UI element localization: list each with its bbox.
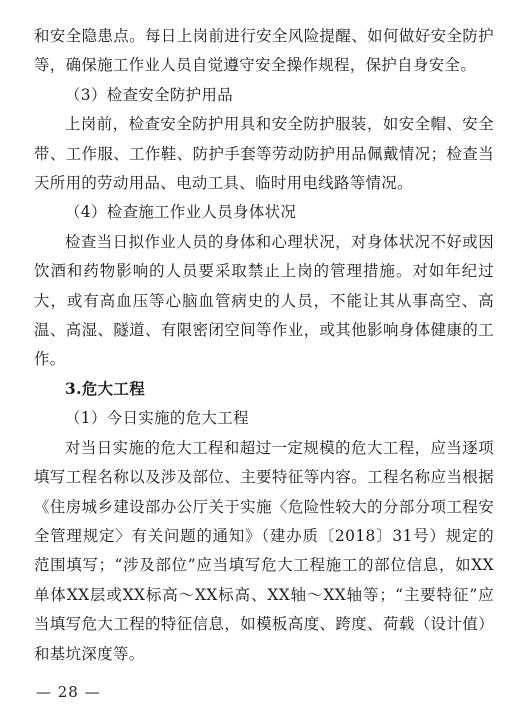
paragraph-hazard-projects: 对当日实施的危大工程和超过一定规模的危大工程，应当逐项填写工程名称以及涉及部位、主要特征等内容。工程名称应当根据《住房城乡建设部办公厅关于实施〈危险性较大的分部分项工程安全管理规定〉有关问题的通知》（建办质〔2018〕31号）规定的范围填写；“涉及部位”应当填写危大工程施工的部位信息，如XX单体XX层或XX标高～XX标高、XX轴～XX轴等；“主要特征”应当填写危大工程的特征信息，如模板高度、跨度、荷载（设计值）和基坑深度等。 — [34, 438, 494, 663]
paragraph-continuation: 和安全隐患点。每日上岗前进行安全风险提醒、如何做好安全防护等，确保施工作业人员自觉遵守安全操作规程，保护自身安全。 — [34, 27, 494, 75]
subheading-check-protective-equipment: （3）检查安全防护用品 — [65, 85, 234, 104]
paragraph-worker-health: 检查当日拟作业人员的身体和心理状况，对身体状况不好或因饮酒和药物影响的人员要采取禁止上岗的管理措施。对如年纪过大，或有高血压等心脑血管病史的人员，不能让其从事高空、高温、高湿、隧道、有限密闭空间等作业，或其他影响身体健康的工作。 — [34, 232, 494, 369]
heading-major-hazard-projects: 3.危大工程 — [65, 379, 146, 398]
page-number: — 28 — — [36, 683, 101, 701]
document-body — [34, 22, 494, 669]
subheading-check-worker-health: （4）检查施工作业人员身体状况 — [65, 203, 297, 222]
paragraph-protective-equipment: 上岗前，检查安全防护用具和安全防护服装，如安全帽、安全带、工作服、工作鞋、防护手套等劳动防护用品佩戴情况；检查当天所用的劳动用品、电动工具、临时用电线路等情况。 — [34, 115, 494, 193]
subheading-todays-hazard-projects: （1）今日实施的危大工程 — [65, 409, 249, 428]
